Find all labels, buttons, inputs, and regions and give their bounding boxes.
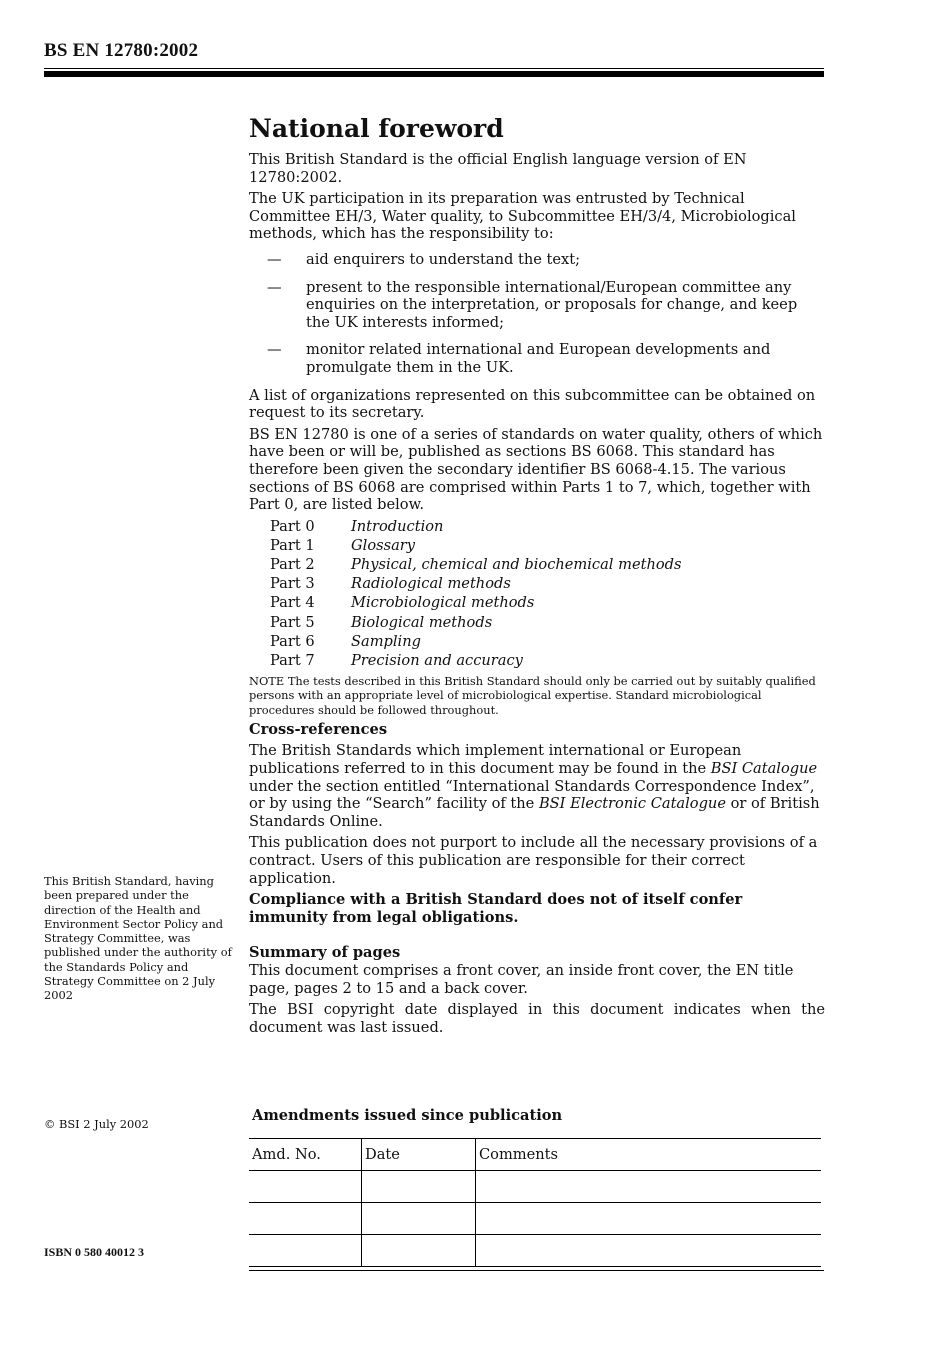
table-cell	[249, 1235, 362, 1267]
part-number: Part 3	[270, 575, 315, 593]
list-item-text: monitor related international and European developments and promulgate them in the UK.	[306, 341, 771, 376]
part-row	[249, 594, 681, 613]
column-header-comments: Comments	[476, 1139, 822, 1171]
list-item	[249, 341, 825, 376]
bsi-catalogue-title: BSI Catalogue	[710, 759, 818, 777]
list-item	[249, 279, 825, 332]
series-paragraph: BS EN 12780 is one of a series of standards on water quality, others of which have been or will be, published as sections BS 6068. This standard has therefore been given the secondary identifier BS 6068-4.15. The various sections of BS 6068 are comprised within Parts 1 to 7, which, together with Part 0, are listed below.	[249, 425, 823, 514]
part-title: Physical, chemical and biochemical methods	[351, 556, 682, 574]
part-row	[249, 614, 681, 633]
part-title: Introduction	[351, 517, 444, 535]
table-header-row	[249, 1139, 821, 1171]
table-cell	[249, 1171, 362, 1203]
page-title: National foreword	[249, 114, 504, 143]
part-number: Part 0	[270, 517, 315, 535]
table-cell	[362, 1203, 476, 1235]
cross-ref-text: or of British Standards Online.	[249, 795, 820, 830]
part-row	[249, 556, 681, 575]
part-number: Part 7	[270, 652, 315, 669]
table-cell	[362, 1235, 476, 1267]
list-item	[249, 251, 825, 269]
summary-of-pages-heading: Summary of pages	[249, 944, 401, 962]
part-row	[249, 575, 681, 594]
part-number: Part 2	[270, 556, 315, 574]
main-column	[249, 112, 825, 1040]
part-title: Radiological methods	[351, 575, 511, 593]
part-row	[249, 518, 681, 537]
cross-ref-text: The British Standards which implement international or European publications referred to in this document may be found in the	[249, 742, 742, 777]
copyright-date-paragraph: The BSI copyright date displayed in this document indicates when the document was last issued.	[249, 1001, 825, 1036]
cross-references-paragraph	[249, 742, 825, 830]
part-number: Part 5	[270, 613, 315, 631]
table-cell	[476, 1171, 822, 1203]
list-item-text: present to the responsible international/European committee any enquiries on the interpretation, or proposals for change, and keep the UK interests informed;	[306, 278, 798, 331]
summary-paragraph: This document comprises a front cover, an inside front cover, the EN title page, pages 2 to 15 and a back cover.	[249, 961, 794, 997]
dash-bullet: —	[267, 278, 282, 296]
parts-list	[249, 518, 681, 672]
part-number: Part 4	[270, 594, 315, 612]
amendments-heading: Amendments issued since publication	[252, 1107, 563, 1124]
table-row	[249, 1235, 821, 1267]
note-paragraph: NOTE The tests described in this British Standard should only be carried out by suitably qualified persons with an appropriate level of microbiological expertise. Standard microbiological procedures should be followed throughout.	[249, 674, 816, 717]
part-title: Sampling	[351, 632, 421, 650]
table-cell	[362, 1171, 476, 1203]
table-cell	[476, 1203, 822, 1235]
cross-ref-text: under the section entitled “International Standards Correspondence Index”, or by using the “Search” facility of the	[249, 777, 815, 813]
table-row	[249, 1171, 821, 1203]
cross-references-heading: Cross-references	[249, 720, 388, 738]
copyright-notice: © BSI 2 July 2002	[44, 1117, 149, 1131]
amendments-table	[249, 1138, 821, 1267]
part-title: Microbiological methods	[351, 594, 535, 612]
table-row	[249, 1203, 821, 1235]
dash-bullet: —	[267, 341, 282, 359]
header-thin-rule	[44, 68, 824, 69]
bsi-electronic-catalogue-title: BSI Electronic Catalogue	[538, 795, 726, 813]
organizations-paragraph: A list of organizations represented on this subcommittee can be obtained on request to its secretary.	[249, 386, 816, 422]
document-id: BS EN 12780:2002	[44, 40, 199, 61]
part-row	[249, 652, 681, 671]
part-title: Biological methods	[351, 613, 493, 631]
spacer	[249, 930, 825, 944]
column-header-amd-no: Amd. No.	[249, 1139, 362, 1171]
part-row	[249, 537, 681, 556]
part-number: Part 1	[270, 536, 315, 554]
dash-bullet: —	[267, 250, 282, 268]
part-title: Glossary	[351, 536, 416, 554]
column-header-date: Date	[362, 1139, 476, 1171]
list-item-text: aid enquirers to understand the text;	[306, 250, 581, 268]
intro-paragraph: This British Standard is the official English language version of EN 12780:2002.	[249, 151, 747, 186]
table-cell	[476, 1235, 822, 1267]
table-cell	[249, 1203, 362, 1235]
responsibilities-list	[249, 251, 825, 377]
footer-rule	[249, 1270, 824, 1271]
compliance-statement: Compliance with a British Standard does not of itself confer immunity from legal obligations.	[249, 891, 743, 926]
header-thick-rule	[44, 71, 824, 77]
prepared-by-note: This British Standard, having been prepared under the direction of the Health and Environment Sector Policy and Strategy Committee, was published under the authority of the Standards Policy and Strategy Committee on 2 July 2002	[44, 874, 232, 1003]
part-number: Part 6	[270, 632, 315, 650]
isbn-number: ISBN 0 580 40012 3	[44, 1245, 145, 1259]
part-row	[249, 633, 681, 652]
contract-paragraph: This publication does not purport to include all the necessary provisions of a contract. Users of this publication are responsible for their correct application.	[249, 834, 818, 887]
uk-participation-paragraph: The UK participation in its preparation was entrusted by Technical Committee EH/3, Water quality, to Subcommittee EH/3/4, Microbiological methods, which has the responsibility to:	[249, 190, 796, 243]
part-title: Precision and accuracy	[351, 652, 523, 669]
